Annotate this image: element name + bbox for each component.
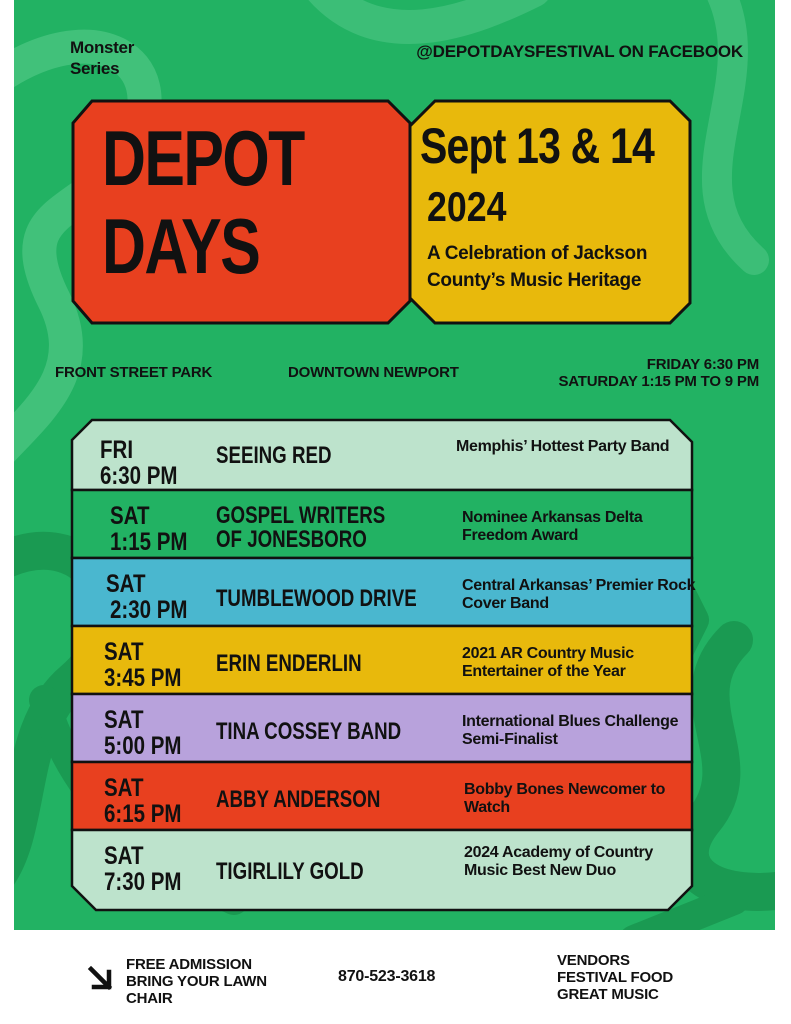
row-day: SAT bbox=[104, 842, 144, 870]
title-days: DAYS bbox=[102, 202, 260, 290]
row-time: 1:15 PM bbox=[110, 528, 188, 556]
row-band: ERIN ENDERLIN bbox=[216, 650, 362, 677]
extras-line: GREAT MUSIC bbox=[557, 986, 659, 1003]
event-tagline: A Celebration of Jackson County’s Music Heritage bbox=[427, 243, 648, 291]
facebook-handle: @DEPOTDAYSFESTIVAL ON FACEBOOK bbox=[416, 42, 743, 61]
row-band: GOSPEL WRITERS OF JONESBORO bbox=[216, 502, 386, 553]
row-day: SAT bbox=[104, 638, 144, 666]
footer bbox=[0, 930, 791, 1024]
schedule-row bbox=[70, 626, 692, 694]
extras-line: FESTIVAL FOOD bbox=[557, 969, 674, 986]
row-day: SAT bbox=[106, 570, 146, 598]
row-band: TINA COSSEY BAND bbox=[216, 718, 402, 745]
admission-info bbox=[126, 956, 267, 1007]
event-times bbox=[558, 356, 759, 390]
row-desc: Bobby Bones Newcomer to Watch bbox=[464, 781, 666, 816]
title-depot: DEPOT bbox=[102, 114, 304, 202]
schedule-row bbox=[70, 558, 696, 626]
event-dates: Sept 13 & 14 bbox=[420, 118, 655, 174]
phone-number: 870-523-3618 bbox=[338, 968, 436, 985]
row-desc: Central Arkansas’ Premier Rock Cover Band bbox=[462, 577, 696, 612]
row-time: 2:30 PM bbox=[110, 596, 188, 624]
saturday-time: SATURDAY 1:15 PM TO 9 PM bbox=[558, 373, 759, 390]
friday-time: FRIDAY 6:30 PM bbox=[646, 356, 759, 373]
extras-line: VENDORS bbox=[557, 952, 630, 969]
venue-label: FRONT STREET PARK bbox=[55, 364, 213, 381]
area-label: DOWNTOWN NEWPORT bbox=[288, 364, 459, 381]
row-time: 5:00 PM bbox=[104, 732, 182, 760]
row-day: SAT bbox=[110, 502, 150, 530]
extras-info bbox=[557, 952, 673, 1003]
row-desc: International Blues Challenge Semi-Finalist bbox=[462, 713, 679, 748]
schedule-row bbox=[70, 490, 692, 558]
row-time: 3:45 PM bbox=[104, 664, 182, 692]
row-band: ABBY ANDERSON bbox=[216, 786, 381, 813]
row-day: FRI bbox=[100, 436, 134, 464]
row-band: SEEING RED bbox=[216, 442, 332, 469]
row-desc: 2021 AR Country Music Entertainer of the Year bbox=[462, 645, 634, 680]
series-label: Monster Series bbox=[70, 38, 135, 78]
row-desc: Memphis’ Hottest Party Band bbox=[456, 438, 670, 455]
row-band: TUMBLEWOOD DRIVE bbox=[216, 585, 417, 612]
row-day: SAT bbox=[104, 774, 144, 802]
arrow-down-right-icon bbox=[86, 964, 116, 994]
row-desc: 2024 Academy of Country Music Best New Duo bbox=[464, 844, 654, 879]
row-band: TIGIRLILY GOLD bbox=[216, 858, 364, 885]
row-day: SAT bbox=[104, 706, 144, 734]
row-time: 7:30 PM bbox=[104, 868, 182, 896]
event-year: 2024 bbox=[427, 183, 507, 230]
schedule-row bbox=[70, 830, 692, 898]
row-time: 6:30 PM bbox=[100, 462, 178, 490]
row-time: 6:15 PM bbox=[104, 800, 182, 828]
schedule-row bbox=[70, 694, 692, 762]
admission-line: CHAIR bbox=[126, 990, 173, 1007]
admission-line: FREE ADMISSION bbox=[126, 956, 252, 973]
admission-line: BRING YOUR LAWN bbox=[126, 973, 267, 990]
schedule-row bbox=[70, 420, 692, 488]
schedule-row bbox=[70, 762, 692, 830]
row-desc: Nominee Arkansas Delta Freedom Award bbox=[462, 509, 643, 544]
